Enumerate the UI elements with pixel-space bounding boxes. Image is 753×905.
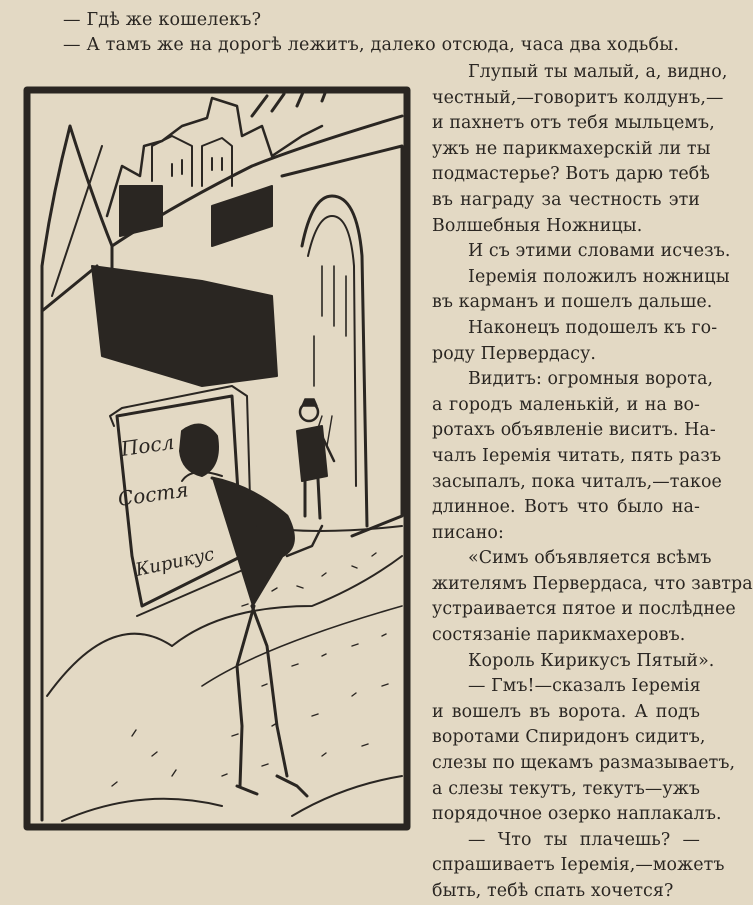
paragraph [432, 60, 728, 239]
text-line: а слезы текутъ, текутъ—ужъ [432, 778, 700, 799]
text-line: слезы по щекамъ размазываетъ, [432, 753, 736, 774]
sign-text-line-1: Посл [119, 429, 176, 461]
text-line: спрашиваетъ Іеремія,—можетъ [432, 855, 725, 876]
dialogue-line-wallet-answer: — А тамъ же на дорогѣ лежитъ, далеко отсюда, часа два ходьбы. [63, 35, 680, 55]
text-line: писано: [432, 522, 504, 543]
text-line: Видитъ: огромныя ворота, [468, 369, 714, 390]
text-line: ужъ не парикмахерскій ли ты [432, 138, 711, 159]
paragraph [432, 239, 731, 265]
text-line: устраивается пятое и послѣднее [432, 599, 736, 620]
sign-text-line-2: Состя [116, 477, 190, 511]
text-line: Король Кирикусъ Пятый». [468, 650, 715, 671]
text-line: порядочное озерко наплакалъ. [432, 804, 722, 825]
text-line: состязаніе парикмахеровъ. [432, 625, 686, 646]
sign-text-line-3: Кирикус [133, 543, 217, 581]
dialogue-line-wallet-question: — Гдѣ же кошелекъ? [63, 10, 262, 30]
text-line: — Что ты плачешь? — [468, 829, 700, 850]
text-line: воротами Спиридонъ сидитъ, [432, 727, 706, 748]
paragraph [432, 316, 718, 367]
text-line: «Симъ объявляется всѣмъ [468, 548, 712, 569]
text-line: — Гмъ!—сказалъ Іеремія [468, 676, 701, 697]
paragraph [432, 649, 715, 675]
paragraph [432, 265, 730, 316]
paragraph [432, 546, 753, 648]
ink-illustration [22, 86, 412, 833]
text-line: Іеремія положилъ ножницы [468, 266, 730, 287]
text-line: жителямъ Первердаса, что завтра [432, 573, 753, 594]
text-line: ротахъ объявленіе виситъ. На- [432, 420, 716, 441]
text-line: чалъ Іеремія читать, пять разъ [432, 445, 722, 466]
text-line: въ награду за честность эти [432, 189, 700, 210]
text-line: въ карманъ и пошелъ дальше. [432, 292, 713, 313]
text-line: и пахнетъ отъ тебя мыльцемъ, [432, 113, 715, 134]
text-column [432, 60, 753, 905]
text-line: подмастерье? Вотъ дарю тебѣ [432, 164, 710, 185]
text-line: Наконецъ подошелъ къ го- [468, 317, 718, 338]
text-line: и вошелъ въ ворота. А подъ [432, 701, 700, 722]
text-line: Волшебныя Ножницы. [432, 215, 643, 236]
paragraph [432, 674, 736, 828]
paragraph [432, 367, 722, 546]
text-line: а городъ маленькій, и на во- [432, 394, 700, 415]
text-line: Глупый ты малый, а, видно, [468, 62, 728, 82]
text-line: честный,—говоритъ колдунъ,— [432, 87, 724, 108]
text-line: засыпалъ, пока читалъ,—такое [432, 471, 722, 492]
text-line: роду Первердасу. [432, 343, 597, 364]
paragraph [432, 828, 725, 905]
text-line: быть, тебѣ спать хочется? [432, 881, 674, 901]
text-line: длинное. Вотъ что было на- [432, 497, 700, 518]
text-line: И съ этими словами исчезъ. [468, 241, 731, 262]
